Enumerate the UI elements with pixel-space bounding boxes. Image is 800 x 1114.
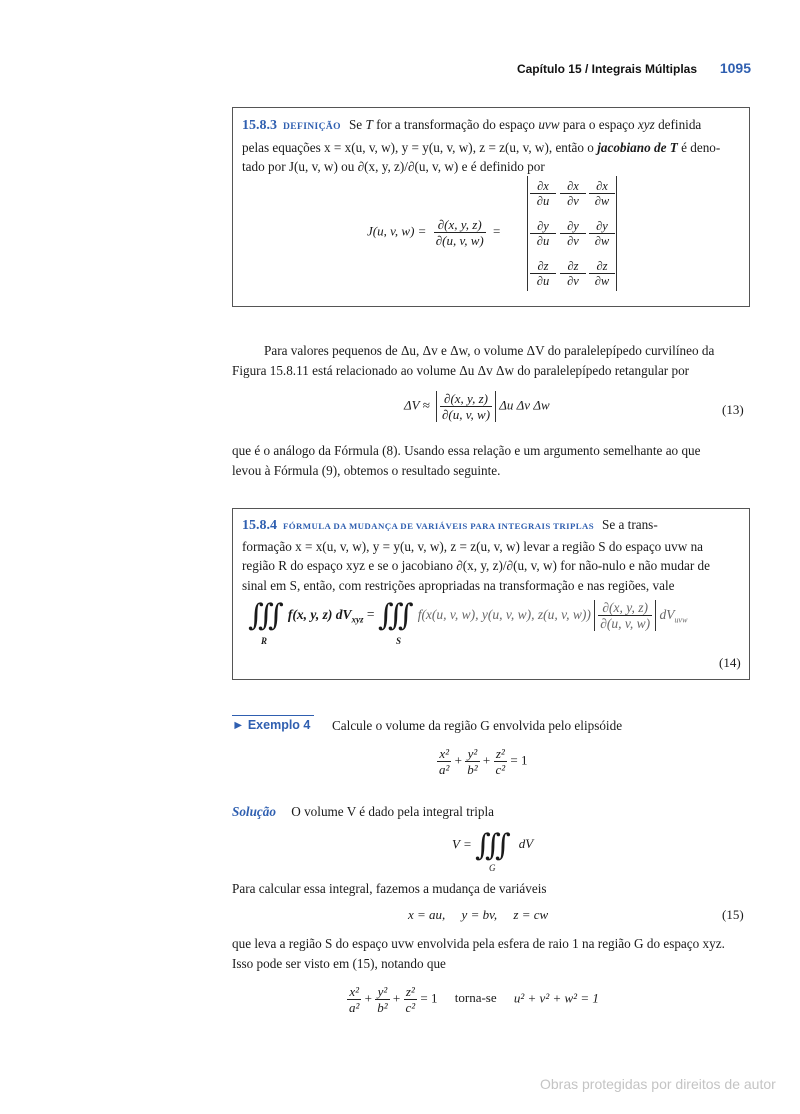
definition-text [242,115,742,177]
jacobian-fraction [434,217,486,248]
math-T: T [365,117,373,132]
page-number: 1095 [719,60,751,76]
fraction-denominator: a² [439,762,450,777]
rhs-subscript: uvw [674,615,688,625]
definition-caption: DEFINIÇÃO [283,122,341,132]
lhs-subscript: xyz [351,614,364,625]
det-den: ∂v [567,194,579,208]
plus-sign: + [454,752,462,768]
text-line: Isso pode ser visto em (15), notando que [232,955,446,971]
fraction-denominator: ∂(u, v, w) [600,616,651,631]
text-line: sinal em S, então, com restrições apropriadas na transformação e nas regiões, vale [242,577,675,593]
fraction-numerator: y² [375,984,389,1000]
text-line: que leva a região S do espaço uvw envolvida pela esfera de raio 1 na região G do espaço xyz. [232,936,725,951]
solution-line [232,802,494,822]
det-cell [530,179,556,208]
example-text: Calcule o volume da região G envolvida pelo elipsóide [332,718,623,733]
det-den: ∂v [567,234,579,248]
equation-15: x = au, y = bv, z = cw [408,907,549,922]
equals-sign: = [493,223,501,239]
jacobian-fraction [598,600,652,631]
plus-sign: + [392,990,401,1006]
det-den: ∂w [594,194,610,208]
term-y [465,746,479,777]
det-den: ∂u [536,194,550,208]
example-label: ► Exemplo 4 [232,718,311,732]
det-num: ∂x [560,179,586,194]
term-x [437,746,451,777]
text-line: que é o análogo da Fórmula (8). Usando essa relação e um argumento semelhante ao que [232,443,701,458]
det-num: ∂z [589,259,615,274]
det-den: ∂u [536,234,550,248]
final-equation [347,984,599,1015]
det-den: ∂u [536,274,550,288]
region-G: G [489,863,496,873]
formula-lhs: J(u, v, w) = [367,223,427,239]
rhs-differential: dV [659,606,675,622]
equation-rhs: = 1 [510,752,528,768]
rhs-integrand: f(x(u, v, w), y(u, v, w), z(u, v, w)) [417,606,591,622]
math-xyz: xyz [637,117,655,132]
formula-rhs: Δu Δv Δw [499,397,550,413]
term-z [404,984,418,1015]
text-line: Para valores pequenos de Δu, Δv e Δw, o volume ΔV do paralelepípedo curvilíneo da [264,343,715,358]
text-run: for a transformação do espaço [372,117,539,132]
term-y [375,984,389,1015]
formula-lhs: ΔV ≈ [404,397,430,413]
equation-14 [248,598,687,633]
triple-integral-icon: ∭ [248,598,275,633]
text-line: tado por J(u, v, w) ou ∂(x, y, z)/∂(u, v, w) e é definido por [242,159,545,174]
fraction-denominator: b² [467,762,478,777]
equation-number-14: (14) [719,655,741,670]
text-line: região R do espaço xyz e se o jacobiano ∂(x, y, z)/∂(u, v, w) for não-nulo e não mudar de [242,558,710,573]
region-S: S [396,636,402,646]
fraction-numerator: y² [465,746,479,762]
volume-integral [452,828,533,863]
det-cell [560,219,586,248]
region-R: R [261,636,268,646]
fraction-numerator: x² [437,746,451,762]
triple-integral-icon: ∭ [474,828,502,863]
running-header [480,60,755,80]
text-line: formação x = x(u, v, w), y = y(u, v, w), z = z(u, v, w) levar a região S do espaço uvw na [242,538,704,554]
differential: dV [518,836,534,852]
det-cell [589,179,615,208]
change-of-variables-text: Para calcular essa integral, fazemos a mudança de variáveis [232,881,547,896]
fraction-denominator: c² [405,1000,416,1015]
det-num: ∂y [589,219,615,234]
fraction-denominator: a² [349,1000,360,1015]
fraction-denominator: c² [495,762,506,777]
text-run: Se [348,117,366,132]
fraction-denominator: ∂(u, v, w) [441,407,491,422]
sphere-equation: u² + v² + w² = 1 [513,990,599,1006]
absolute-value [436,391,496,422]
theorem-text [242,515,742,595]
det-cell [589,259,615,288]
equation-number-15: (15) [722,907,744,922]
equation-number-13: (13) [722,402,744,417]
det-cell [560,259,586,288]
text-run: é deno- [677,139,721,155]
det-cell [530,219,556,248]
fraction-numerator: z² [404,984,418,1000]
det-cell [560,179,586,208]
det-num: ∂y [560,219,586,234]
chapter-title: Capítulo 15 / Integrais Múltiplas [516,62,697,76]
absolute-value [594,600,656,631]
text-run: para o espaço [559,117,638,132]
jacobian-fraction [440,391,492,422]
fraction-denominator: ∂(u, v, w) [435,233,484,248]
theorem-number: 15.8.4 [242,518,277,533]
math-uvw: uvw [538,117,560,132]
fraction-denominator: b² [377,1000,388,1015]
text-run: Se a trans- [602,517,658,532]
equation-13 [404,391,550,422]
ellipsoid-equation [437,746,528,777]
triple-integral-icon: ∭ [377,598,405,633]
det-den: ∂w [594,234,610,248]
det-den: ∂w [594,274,610,288]
paragraph-volume [232,341,750,380]
det-cell [589,219,615,248]
paragraph-mapping [232,934,750,973]
fraction-numerator: ∂(x, y, z) [598,600,652,616]
jacobian-term: jacobiano de T [597,139,678,155]
fraction-numerator: ∂(x, y, z) [440,391,492,407]
formula-lhs: V = [452,836,472,852]
lhs-integrand: f(x, y, z) dV [287,606,352,622]
text-line: Figura 15.8.11 está relacionado ao volume Δu Δv Δw do paralelepípedo retangular por [232,362,690,378]
definition-number: 15.8.3 [242,118,277,133]
det-num: ∂x [530,179,556,194]
term-x [347,984,361,1015]
example-rule [232,715,314,716]
equals-sign: = [366,606,375,622]
solution-text: O volume V é dado pela integral tripla [291,804,495,819]
det-num: ∂y [530,219,556,234]
solution-label: Solução [232,804,276,819]
text-line: levou à Fórmula (9), obtemos o resultado seguinte. [232,462,501,478]
text-run: pelas equações x = x(u, v, w), y = y(u, v, w), z = z(u, v, w), então o [242,139,598,155]
equation-rhs: = 1 [420,990,438,1006]
fraction-numerator: ∂(x, y, z) [434,217,486,233]
det-num: ∂z [560,259,586,274]
plus-sign: + [482,752,491,768]
term-z [494,746,508,777]
plus-sign: + [364,990,372,1006]
becomes-text: torna-se [454,990,497,1006]
det-cell [530,259,556,288]
det-num: ∂z [530,259,556,274]
paragraph-analog [232,441,750,480]
det-num: ∂x [589,179,615,194]
text-run: definida [654,117,702,132]
fraction-numerator: z² [494,746,508,762]
jacobian-determinant [527,176,617,291]
fraction-numerator: x² [347,984,361,1000]
theorem-caption: FÓRMULA DA MUDANÇA DE VARIÁVEIS PARA INTEGRAIS TRIPLAS [283,521,595,531]
det-den: ∂v [567,274,579,288]
jacobian-formula [367,217,500,248]
copyright-watermark: Obras protegidas por direitos de autor [540,1076,776,1092]
